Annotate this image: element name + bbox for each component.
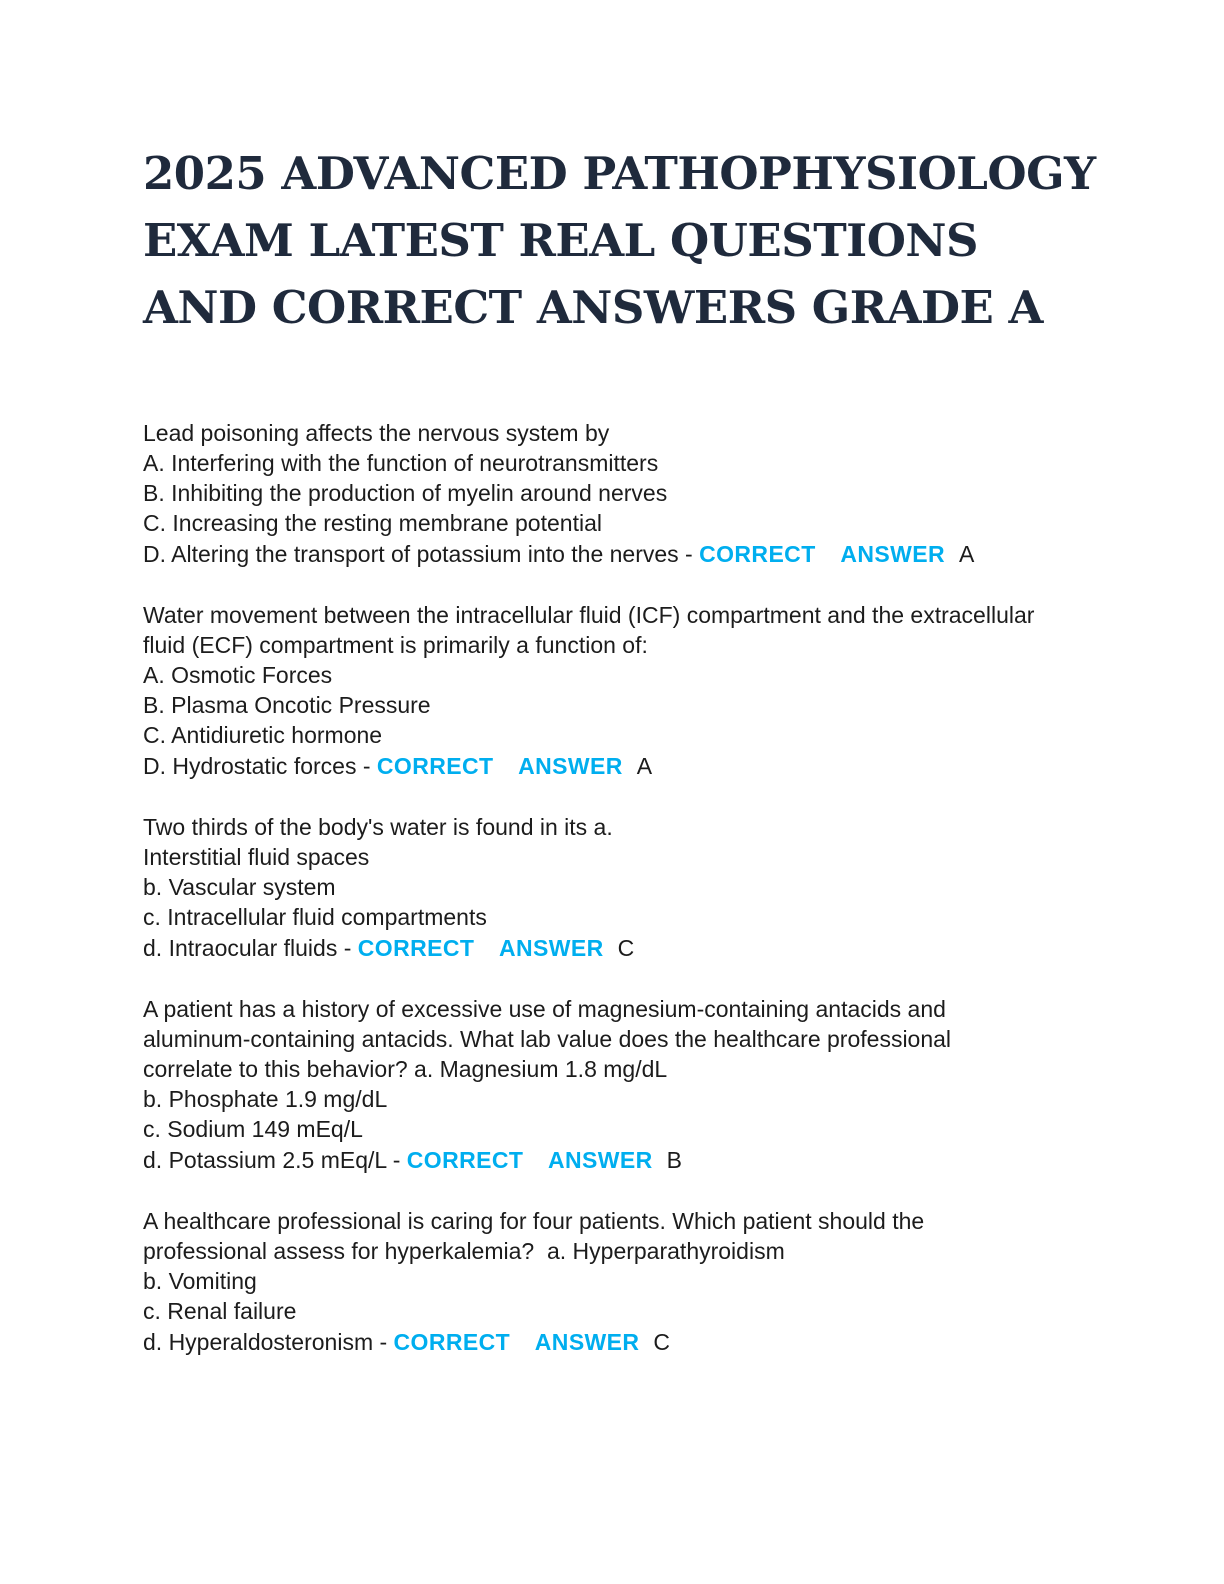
answer-option: B. Plasma Oncotic Pressure [143, 692, 431, 718]
correct-answer-letter: C [653, 1329, 671, 1355]
answer-option: A. Osmotic Forces [143, 662, 333, 688]
question-block [143, 812, 1103, 965]
answer-option-text: D. Hydrostatic forces - [143, 753, 377, 779]
correct-answer-letter: A [636, 753, 653, 779]
correct-answer-label: CORRECT ANSWER [376, 753, 623, 779]
question-text-line: A healthcare professional is caring for four patients. Which patient should the [143, 1208, 925, 1234]
question-text-line: correlate to this behavior? a. Magnesium 1.8 mg/dL [143, 1056, 668, 1082]
answer-option: C. Antidiuretic hormone [143, 722, 383, 748]
question-text-line: professional assess for hyperkalemia? a. Hyperparathyroidism [143, 1238, 785, 1264]
question-text-line: A patient has a history of excessive use of magnesium-containing antacids and [143, 996, 946, 1022]
question-block [143, 994, 1103, 1177]
answer-option-with-key [143, 1326, 1103, 1359]
answer-option-text: D. Altering the transport of potassium into the nerves - [143, 541, 700, 567]
document-title: 2025 ADVANCED PATHOPHYSIOLOGY EXAM LATEST REAL QUESTIONS AND CORRECT ANSWERS GRADE A [143, 147, 1096, 334]
answer-option-with-key [143, 538, 1103, 571]
question-text-line: Two thirds of the body's water is found in its a. [143, 814, 613, 840]
answer-option-text: d. Intraocular fluids - [143, 935, 358, 961]
question-text-line: Water movement between the intracellular fluid (ICF) compartment and the extracellular [143, 602, 1035, 628]
correct-answer-letter: B [666, 1147, 682, 1173]
question-block [143, 600, 1103, 783]
question-text-line: Interstitial fluid spaces [143, 844, 370, 870]
correct-answer-label: CORRECT ANSWER [357, 935, 604, 961]
question-block [143, 418, 1103, 571]
question-text-line: Lead poisoning affects the nervous system by [143, 420, 610, 446]
answer-option: c. Sodium 149 mEq/L [143, 1116, 363, 1142]
question-list [143, 418, 1103, 1388]
answer-option: c. Renal failure [143, 1298, 297, 1324]
answer-option: B. Inhibiting the production of myelin around nerves [143, 480, 668, 506]
correct-answer-label: CORRECT ANSWER [406, 1147, 653, 1173]
answer-option: c. Intracellular fluid compartments [143, 904, 487, 930]
question-text-line: aluminum-containing antacids. What lab value does the healthcare professional [143, 1026, 952, 1052]
correct-answer-label: CORRECT ANSWER [393, 1329, 640, 1355]
answer-option-with-key [143, 750, 1103, 783]
answer-option-text: d. Hyperaldosteronism - [143, 1329, 394, 1355]
answer-option: b. Vomiting [143, 1268, 257, 1294]
answer-option: b. Phosphate 1.9 mg/dL [143, 1086, 388, 1112]
answer-option-text: d. Potassium 2.5 mEq/L - [143, 1147, 407, 1173]
answer-option: b. Vascular system [143, 874, 336, 900]
answer-option: A. Interfering with the function of neurotransmitters [143, 450, 659, 476]
question-text-line: fluid (ECF) compartment is primarily a function of: [143, 632, 648, 658]
answer-option-with-key [143, 932, 1103, 965]
correct-answer-letter: A [959, 541, 975, 567]
answer-option: C. Increasing the resting membrane potential [143, 510, 602, 536]
question-block [143, 1206, 1103, 1359]
correct-answer-letter: C [617, 935, 635, 961]
answer-option-with-key [143, 1144, 1103, 1177]
correct-answer-label: CORRECT ANSWER [699, 541, 945, 567]
